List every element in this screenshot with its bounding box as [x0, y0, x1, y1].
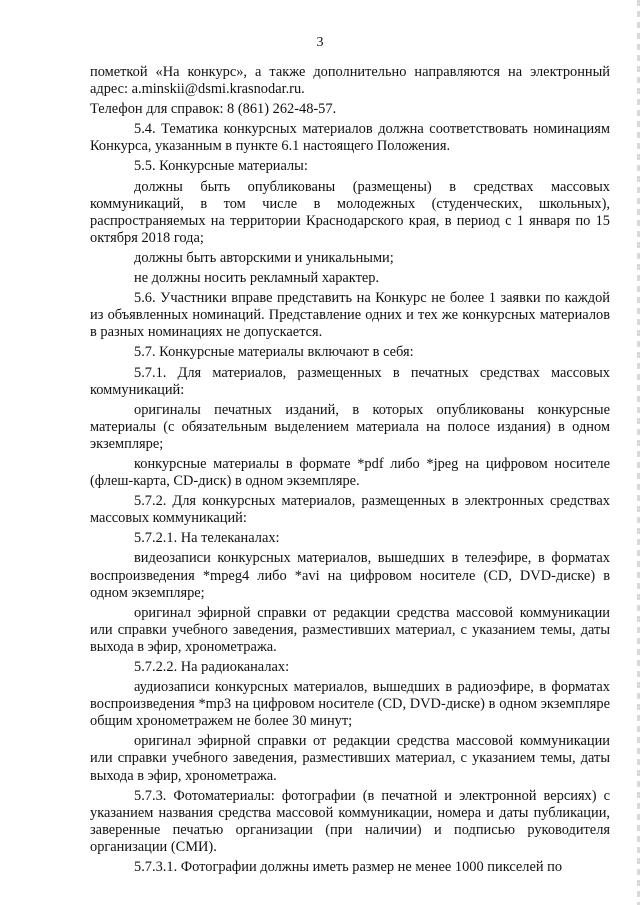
- paragraph-5-5: 5.5. Конкурсные материалы:: [134, 158, 308, 175]
- paragraph-5-5-no-ads: не должны носить рекламный характер.: [134, 270, 380, 287]
- paragraph-5-7-1-originals: оригиналы печатных изданий, в которых опубликованы конкурсные материалы (с обязательным выделением материала на полосе издания) в одном экземпляре;: [90, 401, 610, 452]
- paragraph-5-7-3-1: 5.7.3.1. Фотографии должны иметь размер не менее 1000 пикселей по: [134, 859, 563, 876]
- paragraph-5-7-2-2-certificate: оригинал эфирной справки от редакции средства массовой коммуникации или справки учебного заведения, разместивших материал, с указанием темы, даты выхода в эфир, хронометража.: [90, 733, 610, 784]
- paragraph-5-7-2-2: 5.7.2.2. На радиоканалах:: [134, 659, 290, 675]
- paragraph-5-5-original: должны быть авторскими и уникальными;: [134, 249, 394, 266]
- paragraph-5-7-2-1-certificate: оригинал эфирной справки от редакции средства массовой коммуникации или справки учебного заведения, разместивших материал, с указанием темы, даты выхода в эфир, хронометража.: [90, 604, 610, 655]
- paragraph-5-7-1: 5.7.1. Для материалов, размещенных в печатных средствах массовых коммуникаций:: [90, 364, 610, 398]
- paragraph-submission-email: пометкой «На конкурс», а также дополнительно направляются на электронный адрес: a.minskii@dsmi.krasnodar.ru.: [90, 64, 610, 98]
- paragraph-5-6: 5.6. Участники вправе представить на Конкурс не более 1 заявки по каждой из объявленных номинаций. Представление одних и тех же конкурсных материалов в разных номинациях не допускается.: [90, 290, 610, 341]
- paragraph-5-7-2-2-audio: аудиозаписи конкурсных материалов, вышедших в радиоэфире, в форматах воспроизведения *mp3 на цифровом носителе (CD, DVD-диске) в одном экземпляре общим хронометражем не более 30 минут;: [90, 679, 610, 730]
- paragraph-phone: Телефон для справок: 8 (861) 262-48-57.: [90, 101, 337, 118]
- paragraph-5-4: 5.4. Тематика конкурсных материалов должна соответствовать номинациям Конкурса, указанным в пункте 6.1 настоящего Положения.: [90, 121, 610, 155]
- paragraph-5-7: 5.7. Конкурсные материалы включают в себя:: [134, 344, 414, 361]
- page-number: 3: [316, 35, 324, 50]
- paragraph-5-7-2-1-video: видеозаписи конкурсных материалов, вышедших в телеэфире, в форматах воспроизведения *mpeg4 либо *avi на цифровом носителе (CD, DVD-диске) в одном экземпляре;: [90, 550, 610, 601]
- paragraph-5-7-2: 5.7.2. Для конкурсных материалов, размещенных в электронных средствах массовых коммуникаций:: [90, 493, 610, 527]
- paragraph-5-7-1-digital: конкурсные материалы в формате *pdf либо *jpeg на цифровом носителе (флеш-карта, CD-диск) в одном экземпляре.: [90, 455, 610, 490]
- paragraph-5-5-published: должны быть опубликованы (размещены) в средствах массовых коммуникаций, в том числе в молодежных (студенческих, школьных), распространяемых на территории Краснодарского края, в период с 1 января по 15 октября 2018 года;: [90, 178, 610, 246]
- paragraph-5-7-3: 5.7.3. Фотоматериалы: фотографии (в печатной и электронной версиях) с указанием названия средства массовой коммуникации, номера и даты публикации, заверенные печатью организации (при наличии) и подписью руководителя организации (СМИ).: [90, 787, 610, 855]
- paragraph-5-7-2-1: 5.7.2.1. На телеканалах:: [134, 530, 280, 547]
- document-body: [90, 64, 610, 879]
